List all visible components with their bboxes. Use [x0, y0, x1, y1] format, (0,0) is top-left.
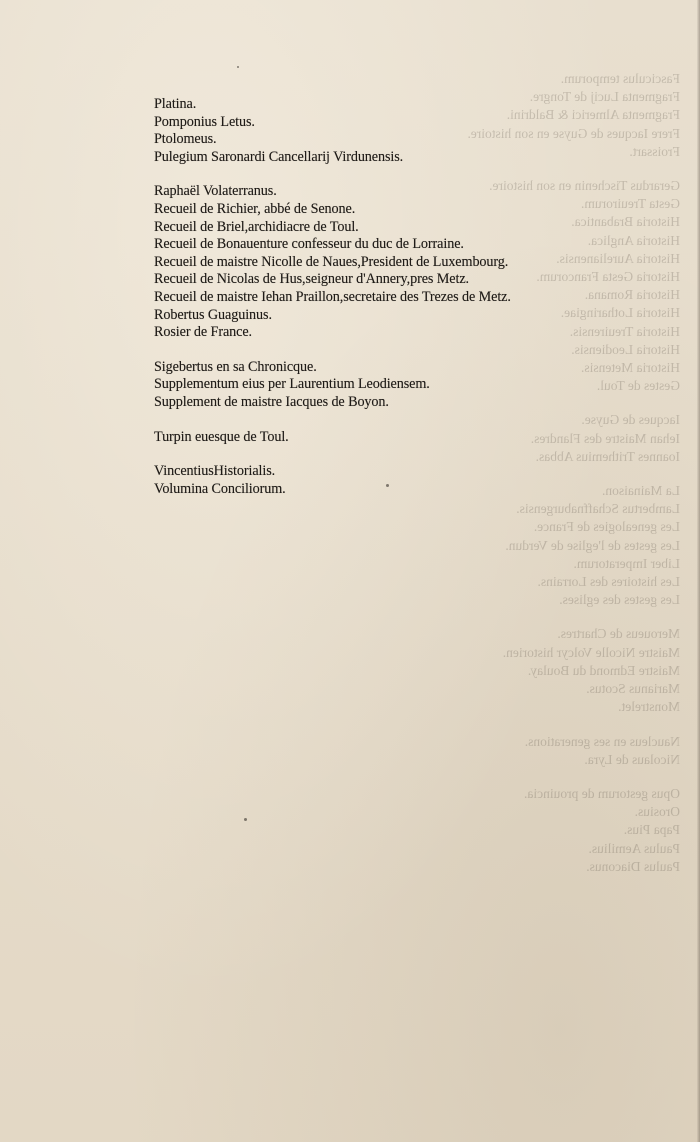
bleed-through-line: Fragmenta Almerici & Baldrini. [506, 107, 680, 123]
bleed-through-line: Historia Romana. [584, 287, 680, 303]
ink-speck [386, 484, 389, 487]
ink-speck [244, 818, 247, 821]
index-entry: Volumina Conciliorum. [154, 480, 286, 497]
index-group [154, 96, 594, 166]
index-entry: Recueil de Briel,archidiacre de Toul. [154, 218, 359, 235]
bleed-through-line: Paulus Diaconus. [586, 858, 680, 874]
bleed-through-line: Historia Metensis. [581, 360, 680, 376]
index-group [154, 463, 594, 498]
bleed-through-line [380, 717, 680, 733]
bleed-through-line: Historia Anglica. [587, 232, 680, 248]
index-entry: Ptolomeus. [154, 131, 217, 148]
index-entry: Recueil de Bonauenture confesseur du duc de Lorraine. [154, 236, 464, 253]
bleed-through-line: Historia Brabantica. [571, 214, 680, 230]
bleed-through-line: Fasciculus temporum. [560, 71, 680, 86]
bleed-through-line: Monstrelet. [618, 699, 680, 715]
index-entry: Raphaël Volaterranus. [154, 183, 277, 200]
index-group [154, 429, 594, 447]
ink-speck [237, 66, 239, 68]
bleed-through-line: Les gestes de l'eglise de Verdun. [505, 537, 680, 553]
bleed-through-line: Gestes de Toul. [596, 378, 680, 394]
index-entry: Platina. [154, 96, 197, 112]
bleed-through-line: Les genealogies de France. [533, 519, 680, 535]
bleed-through-line: La Mainaison. [602, 483, 680, 499]
bleed-through-line: Historia Gesta Francorum. [536, 269, 680, 285]
bleed-through-line: Historia Leodiensis. [571, 341, 680, 357]
index-entry: Supplementum eius per Laurentium Leodiensem. [154, 376, 430, 393]
bleed-through-line: Iehan Maistre des Flandres. [530, 430, 680, 446]
index-list [154, 96, 594, 515]
bleed-through-line: Historia Lotharingiae. [560, 305, 680, 321]
bleed-through-line: Maistre Edmond du Boulay. [527, 662, 680, 678]
bleed-through-line: Ioannes Trithemius Abbas. [535, 448, 680, 464]
index-entry: Recueil de Richier, abbé de Senone. [154, 200, 356, 217]
bleed-through-line: Naucleus en ses generations. [524, 733, 680, 749]
bleed-through-line: Meroueus de Chartres. [557, 626, 680, 642]
bleed-through-line [380, 769, 680, 785]
bleed-through-line: Gerardus Tischenin en son histoire. [489, 178, 680, 194]
index-entry: Rosier de France. [154, 324, 252, 341]
bleed-through-line: Les histoires des Lorrains. [537, 574, 680, 590]
index-entry: Robertus Guaguinus. [154, 306, 272, 323]
bleed-through-line: Les gestes des eglises. [559, 592, 680, 608]
index-entry: Pulegium Saronardi Cancellarij Virdunensis. [154, 148, 404, 165]
bleed-through-line: Paulus Aemilius. [588, 840, 680, 856]
index-entry: Recueil de Nicolas de Hus,seigneur d'Annery,pres Metz. [154, 271, 469, 288]
bleed-through-line: Opus gestorum de prouincia. [524, 785, 680, 801]
index-entry: Supplement de maistre Iacques de Boyon. [154, 393, 389, 410]
index-entry: Turpin euesque de Toul. [154, 428, 289, 445]
index-entry: Sigebertus en sa Chronicque. [154, 358, 317, 375]
bleed-through-line: Gesta Treuirorum. [581, 196, 680, 212]
bleed-through-line: Historia Treuirensis. [569, 323, 680, 339]
bleed-through-line: Historia Aurelianensis. [556, 250, 680, 266]
bleed-through-line: Orosius. [634, 804, 680, 820]
bleed-through-line: Iacques de Guyse. [581, 412, 680, 428]
index-entry: Recueil de maistre Iehan Praillon,secretaire des Trezes de Metz. [154, 288, 511, 305]
bleed-through-line: Lambertus Schaffnaburgensis. [516, 501, 680, 517]
bleed-through-line: Papa Pius. [623, 822, 680, 838]
bleed-through-line: Fragmenta Lucij de Tongre. [529, 89, 680, 105]
index-entry: VincentiusHistorialis. [154, 463, 276, 480]
index-entry: Pomponius Letus. [154, 113, 255, 130]
bleed-through-line: Frere Iacques de Guyse en son histoire. [467, 125, 680, 141]
bleed-through-line [380, 609, 680, 625]
bleed-through-line: Liber Imperatorum. [573, 555, 680, 571]
bleed-through-line: Marianus Scotus. [586, 681, 680, 697]
bleed-through-line: Nicolaus de Lyra. [584, 751, 680, 767]
index-group [154, 183, 594, 341]
index-entry: Recueil de maistre Nicolle de Naues,President de Luxembourg. [154, 253, 509, 270]
bleed-through-line: Maistre Nicolle Volcyr historien. [502, 644, 680, 660]
bleed-through-line: Froissart. [629, 143, 680, 159]
index-group [154, 359, 594, 412]
